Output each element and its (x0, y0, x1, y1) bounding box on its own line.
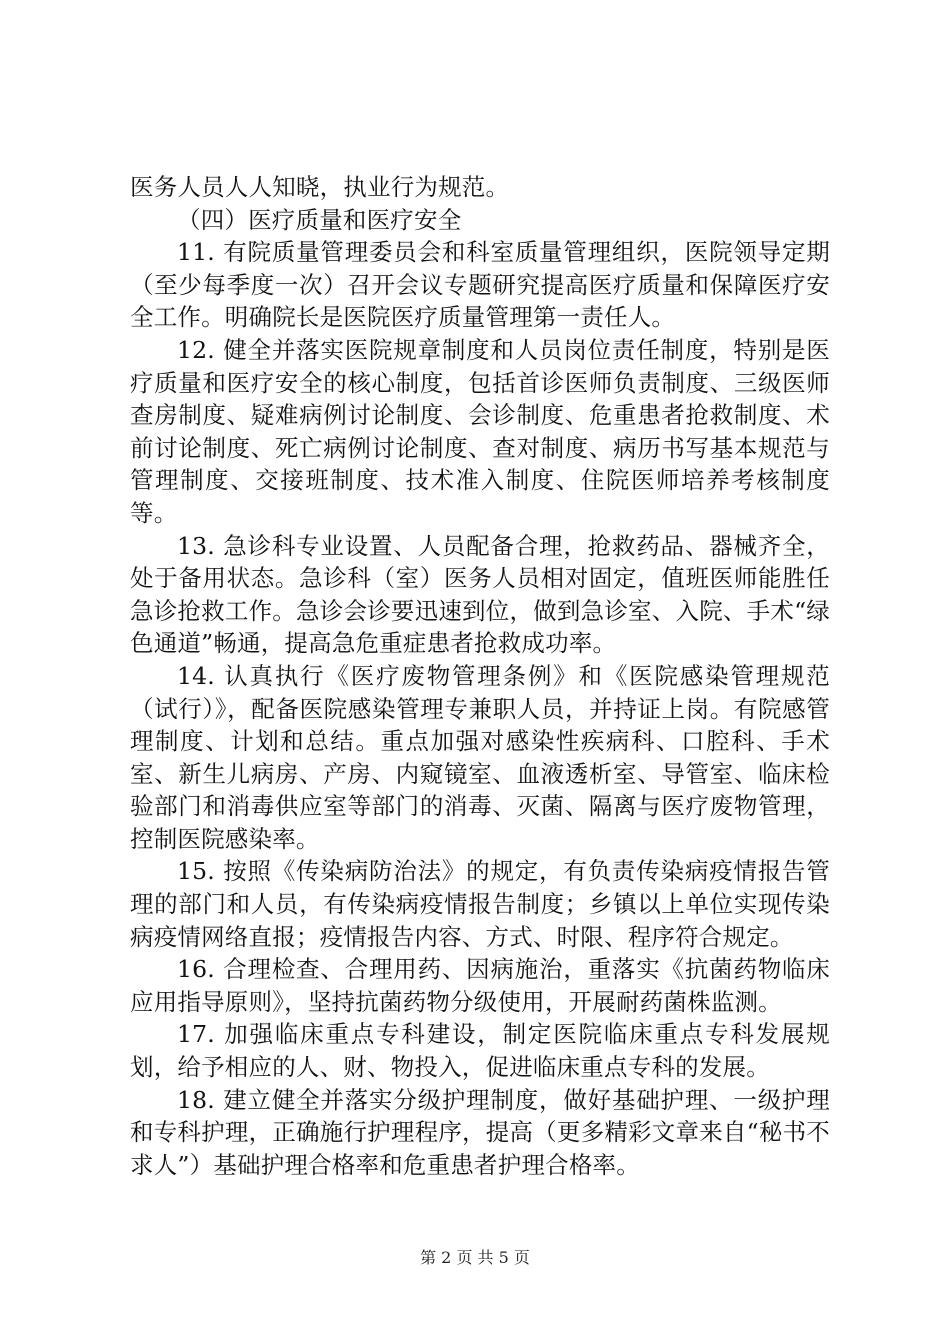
section-heading: （四）医疗质量和医疗安全 (177, 205, 462, 234)
paragraph-item-12: 12. 健全并落实医院规章制度和人员岗位责任制度，特别是医疗质量和医疗安全的核心制度，包括首诊医师负责制度、三级医师查房制度、疑难病例讨论制度、会诊制度、危重患者抢救制度、术前讨论制度、死亡病例讨论制度、查对制度、病历书写基本规范与管理制度、交接班制度、技术准入制度、住院医师培养考核制度等。 (130, 335, 830, 527)
paragraph-item-13: 13. 急诊科专业设置、人员配备合理，抢救药品、器械齐全，处于备用状态。急诊科（室）医务人员相对固定，值班医师能胜任急诊抢救工作。急诊会诊要迅速到位，做到急诊室、入院、手术“绿色通道”畅通，提高急危重症患者抢救成功率。 (130, 531, 830, 658)
paragraph-item-15: 15. 按照《传染病防治法》的规定，有负责传染病疫情报告管理的部门和人员，有传染病疫情报告制度；乡镇以上单位实现传染病疫情网络直报；疫情报告内容、方式、时限、程序符合规定。 (130, 857, 830, 951)
paragraph-item-14: 14. 认真执行《医疗废物管理条例》和《医院感染管理规范（试行）》，配备医院感染管理专兼职人员，并持证上岗。有院感管理制度、计划和总结。重点加强对感染性疾病科、口腔科、手术室、新生儿病房、产房、内窥镜室、血液透析室、导管室、临床检验部门和消毒供应室等部门的消毒、灭菌、隔离与医疗废物管理，控制医院感染率。 (130, 661, 830, 853)
paragraph-continuation: 医务人员人人知晓，执业行为规范。 (130, 173, 510, 201)
paragraph-item-17: 17. 加强临床重点专科建设，制定医院临床重点专科发展规划，给予相应的人、财、物投入，促进临床重点专科的发展。 (130, 1020, 830, 1082)
paragraph-item-11: 11. 有院质量管理委员会和科室质量管理组织，医院领导定期（至少每季度一次）召开会议专题研究提高医疗质量和保障医疗安全工作。明确院长是医院医疗质量管理第一责任人。 (130, 238, 830, 332)
document-body (130, 171, 830, 1181)
paragraph-item-16: 16. 合理检查、合理用药、因病施治，重落实《抗菌药物临床应用指导原则》，坚持抗菌药物分级使用，开展耐药菌株监测。 (130, 955, 830, 1016)
paragraph-item-18: 18. 建立健全并落实分级护理制度，做好基础护理、一级护理和专科护理，正确施行护理程序，提高（更多精彩文章来自“秘书不求人”）基础护理合格率和危重患者护理合格率。 (130, 1085, 830, 1179)
page-number-footer: 第 2 页 共 5 页 (420, 1248, 530, 1267)
